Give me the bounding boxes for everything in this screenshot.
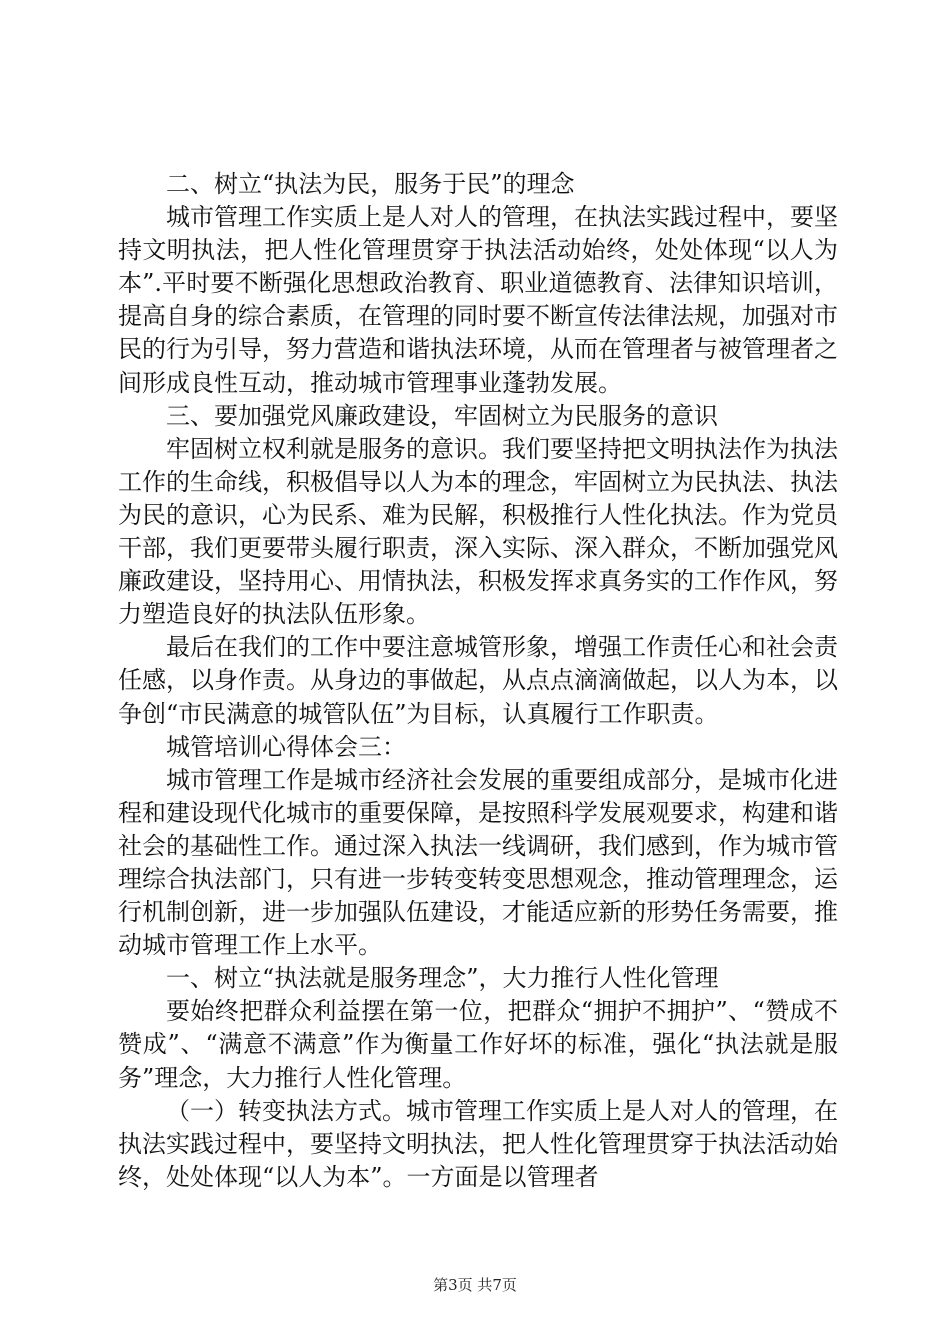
document-body	[118, 168, 838, 1194]
heading-section-two: 二、树立“执法为民，服务于民”的理念	[166, 170, 575, 198]
paragraph: （一）转变执法方式。城市管理工作实质上是人对人的管理，在执法实践过程中，要坚持文明执法，把人性化管理贯穿于执法活动始终，处处体现“以人为本”。一方面是以管理者	[118, 1096, 838, 1191]
heading-section-one: 一、树立“执法就是服务理念”，大力推行人性化管理	[166, 964, 719, 993]
page-number: 第3页 共7页	[433, 1276, 517, 1294]
paragraph: 牢固树立权利就是服务的意识。我们要坚持把文明执法作为执法工作的生命线，积极倡导以人为本的理念，牢固树立为民执法、执法为民的意识，心为民系、难为民解，积极推行人性化执法。作为党员干部，我们更要带头履行职责，深入实际、深入群众，不断加强党风廉政建设，坚持用心、用情执法，积极发挥求真务实的工作作风，努力塑造良好的执法队伍形象。	[118, 434, 838, 629]
heading-section-three: 三、要加强党风廉政建设，牢固树立为民服务的意识	[166, 401, 718, 430]
paragraph: 城市管理工作是城市经济社会发展的重要组成部分，是城市化进程和建设现代化城市的重要保障，是按照科学发展观要求，构建和谐社会的基础性工作。通过深入执法一线调研，我们感到，作为城市管理综合执法部门，只有进一步转变转变思想观念，推动管理理念，运行机制创新，进一步加强队伍建设，才能适应新的形势任务需要，推动城市管理工作上水平。	[118, 765, 838, 960]
paragraph: 城市管理工作实质上是人对人的管理，在执法实践过程中，要坚持文明执法，把人性化管理贯穿于执法活动始终，处处体现“以人为本”.平时要不断强化思想政治教育、职业道德教育、法律知识培训，提高自身的综合素质，在管理的同时要不断宣传法律法规，加强对市民的行为引导，努力营造和谐执法环境，从而在管理者与被管理者之间形成良性互动，推动城市管理事业蓬勃发展。	[118, 203, 838, 397]
heading-part-three: 城管培训心得体会三：	[166, 732, 406, 761]
paragraph: 要始终把群众利益摆在第一位，把群众“拥护不拥护”、“赞成不赞成”、“满意不满意”作为衡量工作好坏的标准，强化“执法就是服务”理念，大力推行人性化管理。	[118, 997, 838, 1092]
paragraph: 最后在我们的工作中要注意城管形象，增强工作责任心和社会责任感，以身作责。从身边的事做起，从点点滴滴做起，以人为本，以争创“市民满意的城管队伍”为目标，认真履行工作职责。	[118, 633, 838, 728]
